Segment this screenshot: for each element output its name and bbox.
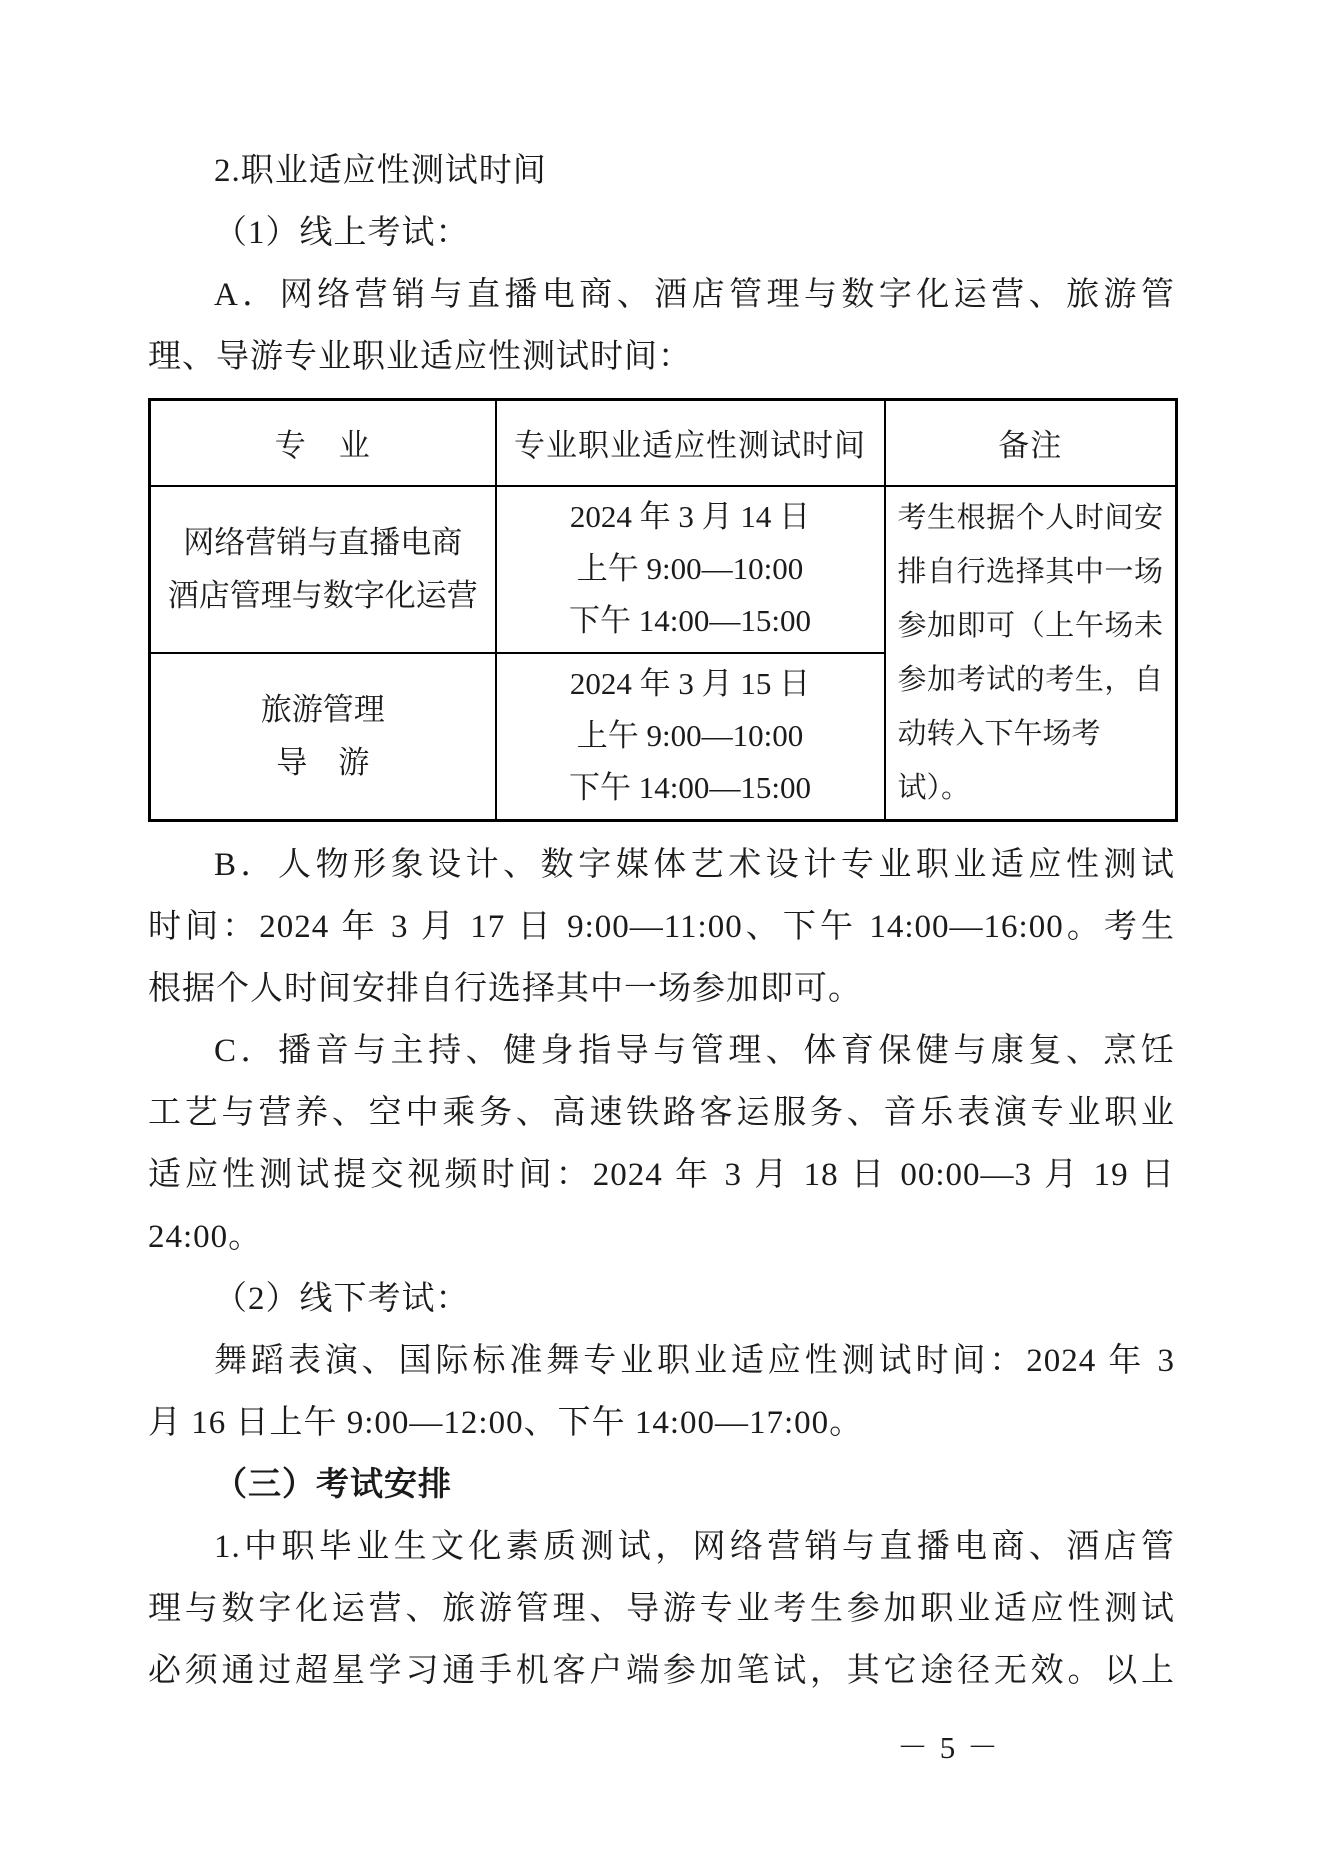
remark-cell (885, 486, 1177, 821)
paragraph-b (148, 834, 1175, 1020)
majors-cell-row2 (150, 653, 496, 820)
paragraph-dance-line: 舞蹈表演、国际标准舞专业职业适应性测试时间：2024 年 3 (214, 1342, 1175, 1379)
remark-line: 参加考试的考生，自 (897, 663, 1163, 696)
paragraph-b-line: 时间：2024 年 3 月 17 日 9:00—11:00、下午 14:00—16:00。考生 (148, 908, 1175, 945)
table-header-remark: 备注 (885, 400, 1177, 486)
paragraph-c-line: 适应性测试提交视频时间：2024 年 3 月 18 日 00:00—3 月 19 日 (148, 1156, 1175, 1193)
remark-line: 动转入下午场考 (897, 717, 1101, 750)
paragraph-arrangement-line: 理与数字化运营、旅游管理、导游专业考生参加职业适应性测试 (148, 1590, 1175, 1627)
heading-online-exam: （1）线上考试： (214, 215, 470, 251)
heading-test-time-section: 2.职业适应性测试时间 (214, 153, 547, 189)
paragraph-b-line: 根据个人时间安排自行选择其中一场参加即可。 (148, 970, 862, 1007)
exam-schedule-table (148, 398, 1178, 822)
test-date: 2024 年 3 月 14 日 (569, 499, 811, 535)
heading-exam-arrangement: （三）考试安排 (214, 1466, 452, 1503)
table-header-major: 专 业 (150, 400, 496, 486)
paragraph-arrangement-line: 必须通过超星学习通手机客户端参加笔试，其它途径无效。以上 (148, 1652, 1175, 1689)
remark-line: 参加即可（上午场未 (897, 609, 1163, 642)
paragraph-dance (148, 1330, 1175, 1454)
paragraph-arrangement-line: 1.中职毕业生文化素质测试，网络营销与直播电商、酒店管 (214, 1528, 1175, 1565)
page-number: － 5 － (897, 1729, 1000, 1765)
paragraph-c-line: C．播音与主持、健身指导与管理、体育保健与康复、烹饪 (214, 1032, 1175, 1069)
paragraph-a-line: 理、导游专业职业适应性测试时间： (148, 339, 692, 375)
remark-line: 考生根据个人时间安 (897, 501, 1163, 534)
remark-line: 试）。 (897, 771, 971, 804)
paragraph-dance-line: 月 16 日上午 9:00—12:00、下午 14:00—17:00。 (148, 1404, 864, 1441)
test-date: 2024 年 3 月 15 日 (569, 666, 811, 702)
remark-line: 排自行选择其中一场 (897, 555, 1163, 588)
paragraph-c-line: 24:00。 (148, 1218, 263, 1255)
major-name: 旅游管理 (260, 691, 385, 727)
paragraph-a (148, 264, 1175, 388)
test-time-morning: 上午 9:00—10:00 (576, 718, 804, 754)
major-name: 导 游 (276, 744, 370, 780)
table-header-row (150, 400, 1177, 486)
major-name: 酒店管理与数字化运营 (167, 577, 478, 613)
paragraph-arrangement-1 (148, 1516, 1175, 1702)
time-cell-row2 (496, 653, 885, 820)
major-name: 网络营销与直播电商 (183, 524, 463, 560)
majors-cell-row1 (150, 486, 496, 653)
paragraph-c (148, 1020, 1175, 1268)
table-header-time: 专业职业适应性测试时间 (496, 400, 885, 486)
time-cell-row1 (496, 486, 885, 653)
test-time-afternoon: 下午 14:00—15:00 (569, 603, 811, 639)
heading-offline-exam: （2）线下考试： (214, 1280, 470, 1317)
paragraph-c-line: 工艺与营养、空中乘务、高速铁路客运服务、音乐表演专业职业 (148, 1094, 1175, 1131)
paragraph-a-line: A．网络营销与直播电商、酒店管理与数字化运营、旅游管 (214, 277, 1175, 313)
table-row (150, 486, 1177, 653)
test-time-afternoon: 下午 14:00—15:00 (569, 770, 811, 806)
paragraph-b-line: B．人物形象设计、数字媒体艺术设计专业职业适应性测试 (214, 846, 1175, 883)
test-time-morning: 上午 9:00—10:00 (576, 551, 804, 587)
